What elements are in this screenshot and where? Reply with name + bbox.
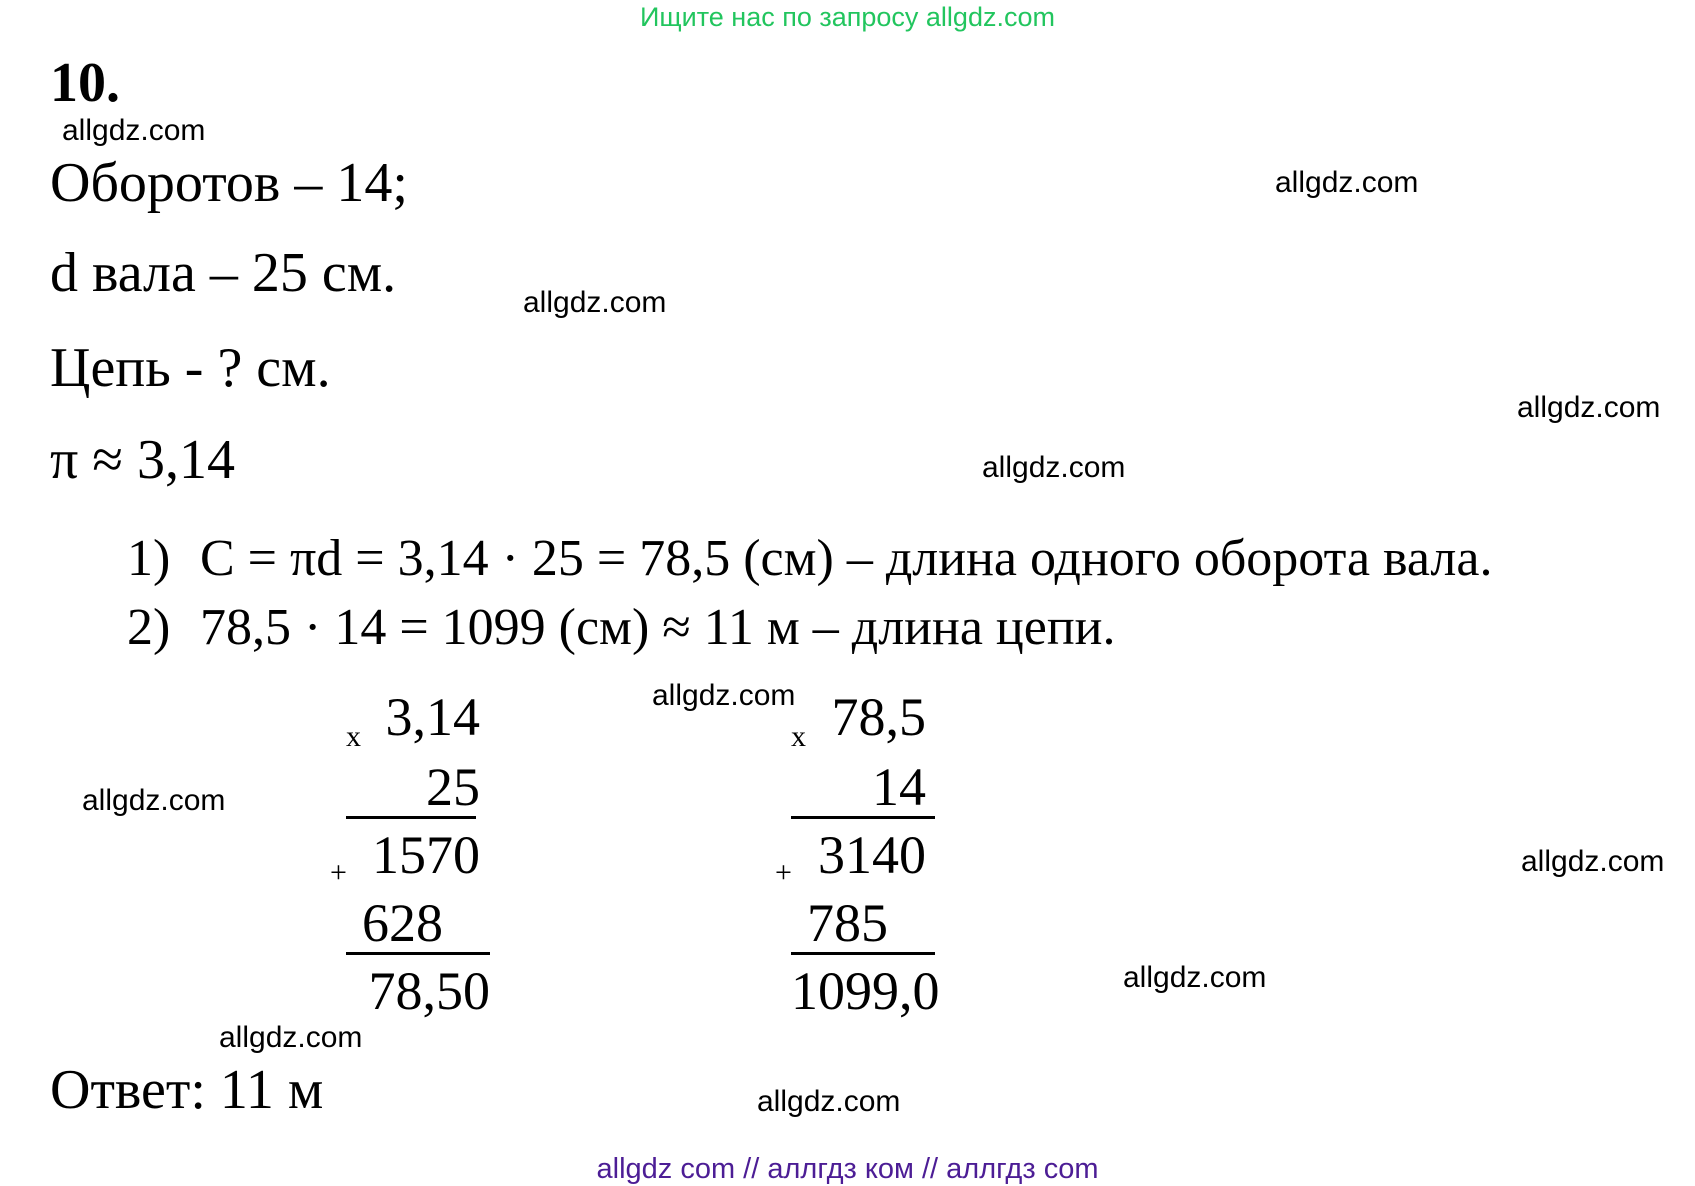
partial-product-1: 1570 bbox=[372, 825, 480, 885]
partial-product-1: 3140 bbox=[818, 825, 926, 885]
condition-shaft-diameter: d вала – 25 см. bbox=[50, 242, 397, 304]
condition-chain-length: Цепь - ? см. bbox=[50, 337, 331, 399]
multiply-line bbox=[346, 816, 476, 819]
watermark: allgdz.com bbox=[62, 114, 206, 147]
factor-b: 25 bbox=[426, 757, 480, 817]
sum-line bbox=[791, 952, 935, 955]
watermark: allgdz.com bbox=[523, 286, 667, 319]
watermark: allgdz.com bbox=[1275, 166, 1419, 199]
condition-pi: π ≈ 3,14 bbox=[50, 429, 236, 491]
column-multiplication-1 bbox=[330, 687, 490, 1030]
product-result: 78,50 bbox=[368, 961, 490, 1021]
step-1-text: C = πd = 3,14 · 25 = 78,5 (см) – длина одного оборота вала. bbox=[200, 530, 1493, 587]
sum-line bbox=[346, 952, 490, 955]
step-2-text: 78,5 · 14 = 1099 (см) ≈ 11 м – длина цепи. bbox=[200, 599, 1116, 656]
factor-a: 3,14 bbox=[385, 687, 480, 747]
partial-product-2: 628 bbox=[362, 893, 443, 953]
watermark: allgdz.com bbox=[219, 1021, 363, 1054]
column-multiplication-2 bbox=[775, 687, 950, 1030]
header-banner: Ищите нас по запросу allgdz.com bbox=[640, 2, 1055, 32]
step-2-number: 2) bbox=[127, 599, 171, 656]
watermark: allgdz.com bbox=[82, 784, 226, 817]
product-result: 1099,0 bbox=[791, 961, 940, 1021]
condition-revolutions: Оборотов – 14; bbox=[50, 152, 408, 214]
step-1-number: 1) bbox=[127, 530, 171, 587]
partial-product-2: 785 bbox=[807, 893, 888, 953]
multiply-sign: x bbox=[346, 720, 361, 753]
watermark: allgdz.com bbox=[757, 1085, 901, 1118]
factor-a: 78,5 bbox=[831, 687, 926, 747]
task-number: 10. bbox=[50, 52, 120, 114]
footer-links: allgdz com // аллгдз ком // аллгдз com bbox=[596, 1153, 1099, 1185]
watermark: allgdz.com bbox=[652, 679, 796, 712]
answer: Ответ: 11 м bbox=[50, 1059, 324, 1121]
watermark: allgdz.com bbox=[1123, 961, 1267, 994]
factor-b: 14 bbox=[872, 757, 926, 817]
plus-sign: + bbox=[330, 856, 347, 889]
watermark: allgdz.com bbox=[982, 451, 1126, 484]
watermark: allgdz.com bbox=[1521, 845, 1665, 878]
watermark: allgdz.com bbox=[1517, 391, 1661, 424]
plus-sign: + bbox=[775, 856, 792, 889]
multiply-sign: x bbox=[791, 720, 806, 753]
multiply-line bbox=[791, 816, 935, 819]
